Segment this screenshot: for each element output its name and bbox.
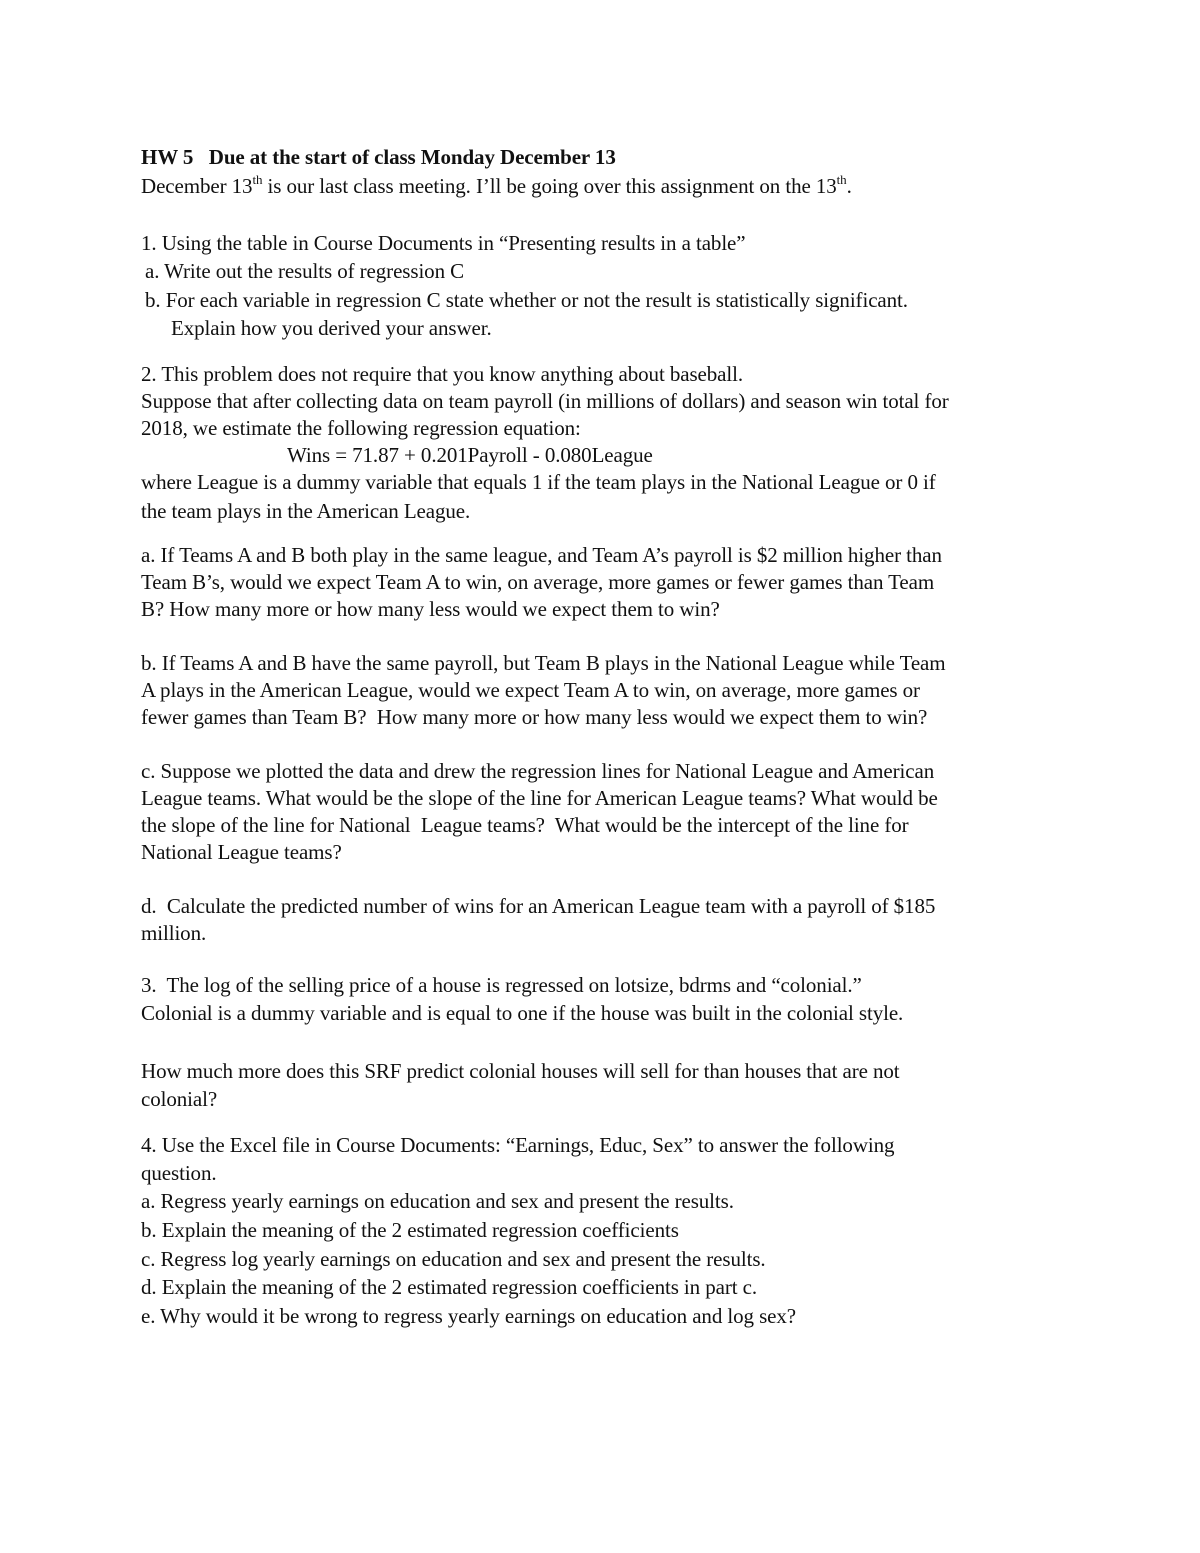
intro-text-1: December 13	[141, 174, 253, 198]
question-2c-line-2: League teams. What would be the slope of the line for American League teams? What would be	[141, 786, 938, 810]
question-1b-line-1: b. For each variable in regression C state whether or not the result is statistically significant.	[145, 288, 908, 312]
question-2d-line-1: d. Calculate the predicted number of wins for an American League team with a payroll of $185	[141, 894, 936, 918]
question-3-line-4: colonial?	[141, 1087, 218, 1111]
question-2-line-1: 2. This problem does not require that you know anything about baseball.	[141, 362, 743, 386]
question-1b-line-2: Explain how you derived your answer.	[171, 316, 492, 340]
intro-text-3: .	[846, 174, 852, 198]
intro-line	[141, 172, 852, 200]
question-2-line-2: Suppose that after collecting data on team payroll (in millions of dollars) and season win total for	[141, 389, 949, 413]
question-1a: a. Write out the results of regression C	[145, 259, 465, 283]
question-2c-line-4: National League teams?	[141, 840, 342, 864]
intro-superscript-1: th	[252, 172, 263, 187]
question-3-line-3: How much more does this SRF predict colonial houses will sell for than houses that are not	[141, 1059, 900, 1083]
question-4e: e. Why would it be wrong to regress yearly earnings on education and log sex?	[141, 1304, 796, 1328]
intro-superscript-2: th	[836, 172, 847, 187]
question-4c: c. Regress log yearly earnings on education and sex and present the results.	[141, 1247, 766, 1271]
question-2b-line-2: A plays in the American League, would we expect Team A to win, on average, more games or	[141, 678, 920, 702]
question-2b-line-1: b. If Teams A and B have the same payroll, but Team B plays in the National League while Team	[141, 651, 946, 675]
question-2b-line-3: fewer games than Team B? How many more or how many less would we expect them to win?	[141, 705, 928, 729]
question-3-line-1: 3. The log of the selling price of a house is regressed on lotsize, bdrms and “colonial.”	[141, 973, 862, 997]
question-2c-line-1: c. Suppose we plotted the data and drew the regression lines for National League and American	[141, 759, 935, 783]
question-2-line-3: 2018, we estimate the following regression equation:	[141, 416, 581, 440]
page-title: HW 5 Due at the start of class Monday December 13	[141, 145, 616, 169]
question-2-line-4: where League is a dummy variable that equals 1 if the team plays in the National League or 0 if	[141, 470, 936, 494]
question-4b: b. Explain the meaning of the 2 estimated regression coefficients	[141, 1218, 679, 1242]
question-2-line-5: the team plays in the American League.	[141, 499, 471, 523]
intro-text-2: is our last class meeting. I’ll be going over this assignment on the 13	[262, 174, 837, 198]
question-2a-line-1: a. If Teams A and B both play in the same league, and Team A’s payroll is $2 million higher than	[141, 543, 942, 567]
question-2a-line-2: Team B’s, would we expect Team A to win, on average, more games or fewer games than Team	[141, 570, 935, 594]
question-2c-line-3: the slope of the line for National League teams? What would be the intercept of the line for	[141, 813, 909, 837]
regression-equation: Wins = 71.87 + 0.201Payroll - 0.080League	[287, 443, 653, 467]
question-2a-line-3: B? How many more or how many less would we expect them to win?	[141, 597, 720, 621]
question-2d-line-2: million.	[141, 921, 207, 945]
question-4-line-2: question.	[141, 1161, 217, 1185]
question-4a: a. Regress yearly earnings on education and sex and present the results.	[141, 1189, 734, 1213]
question-4d: d. Explain the meaning of the 2 estimated regression coefficients in part c.	[141, 1275, 757, 1299]
question-1-stem: 1. Using the table in Course Documents in “Presenting results in a table”	[141, 231, 746, 255]
question-3-line-2: Colonial is a dummy variable and is equal to one if the house was built in the colonial style.	[141, 1001, 904, 1025]
question-4-line-1: 4. Use the Excel file in Course Documents: “Earnings, Educ, Sex” to answer the following	[141, 1133, 895, 1157]
